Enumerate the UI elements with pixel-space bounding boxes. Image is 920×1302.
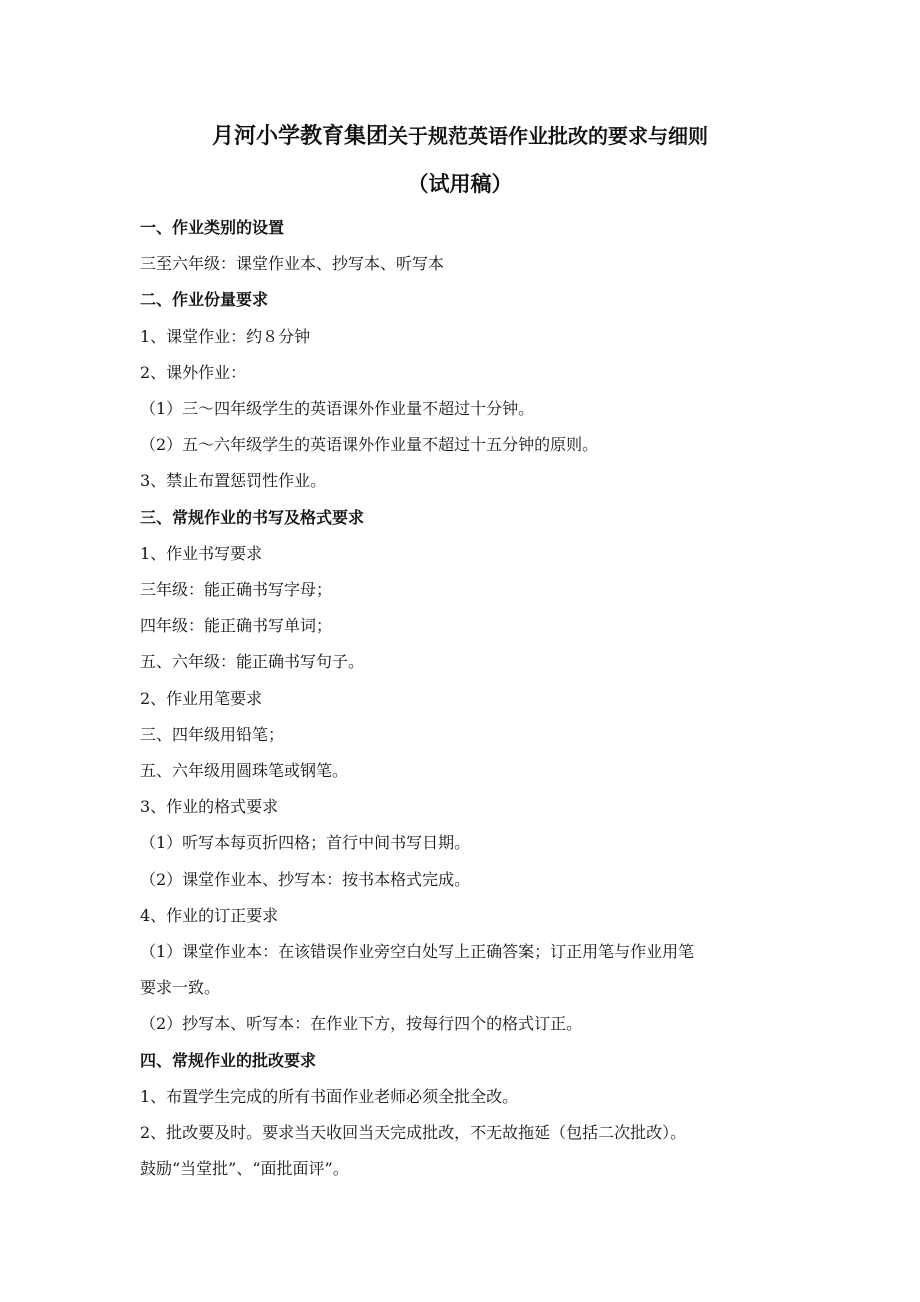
- section-heading: 四、常规作业的批改要求: [140, 1050, 317, 1070]
- paragraph-line: 要求一致。: [140, 978, 221, 998]
- paragraph-line: 3、作业的格式要求: [140, 797, 279, 817]
- paragraph-line: （1）课堂作业本：在该错误作业旁空白处写上正确答案；订正用笔与作业用笔: [140, 942, 695, 962]
- paragraph-line: （1）三～四年级学生的英语课外作业量不超过十分钟。: [140, 399, 535, 419]
- paragraph-line: 五、六年级用圆珠笔或钢笔。: [140, 761, 349, 781]
- paragraph-line: 三、四年级用铅笔；: [140, 724, 285, 744]
- paragraph-line: 五、六年级：能正确书写句子。: [140, 652, 365, 672]
- paragraph-line: 1、课堂作业：约８分钟: [140, 326, 311, 346]
- document-title-org: 月河小学教育集团: [211, 124, 388, 149]
- paragraph-line: 2、课外作业：: [140, 362, 247, 382]
- paragraph-line: 四年级：能正确书写单词；: [140, 616, 333, 636]
- paragraph-line: 3、禁止布置惩罚性作业。: [140, 471, 327, 491]
- document-title: [0, 120, 920, 153]
- section-heading: 二、作业份量要求: [140, 290, 269, 310]
- paragraph-line: 1、作业书写要求: [140, 543, 263, 563]
- paragraph-line: （2）课堂作业本、抄写本：按书本格式完成。: [140, 869, 471, 889]
- paragraph-line: 三至六年级：课堂作业本、抄写本、听写本: [140, 254, 445, 274]
- section-heading: 一、作业类别的设置: [140, 218, 285, 237]
- document-title-subject: 关于规范英语作业批改的要求与细则: [388, 124, 708, 148]
- paragraph-line: 4、作业的订正要求: [140, 905, 279, 925]
- paragraph-line: 鼓励“当堂批”、“面批面评”。: [140, 1159, 349, 1179]
- paragraph-line: 1、布置学生完成的所有书面作业老师必须全批全改。: [140, 1086, 519, 1106]
- document-subtitle: （试用稿）: [407, 172, 513, 196]
- paragraph-line: 2、作业用笔要求: [140, 688, 263, 708]
- document-body: [140, 210, 790, 1187]
- paragraph-line: （2）抄写本、听写本：在作业下方，按每行四个的格式订正。: [140, 1014, 583, 1034]
- paragraph-line: 2、批改要及时。要求当天收回当天完成批改，不无故拖延（包括二次批改）。: [140, 1123, 687, 1143]
- paragraph-line: （2）五～六年级学生的英语课外作业量不超过十五分钟的原则。: [140, 435, 599, 455]
- section-heading: 三、常规作业的书写及格式要求: [140, 507, 365, 527]
- paragraph-line: 三年级：能正确书写字母；: [140, 580, 333, 600]
- paragraph-line: （1）听写本每页折四格；首行中间书写日期。: [140, 833, 471, 853]
